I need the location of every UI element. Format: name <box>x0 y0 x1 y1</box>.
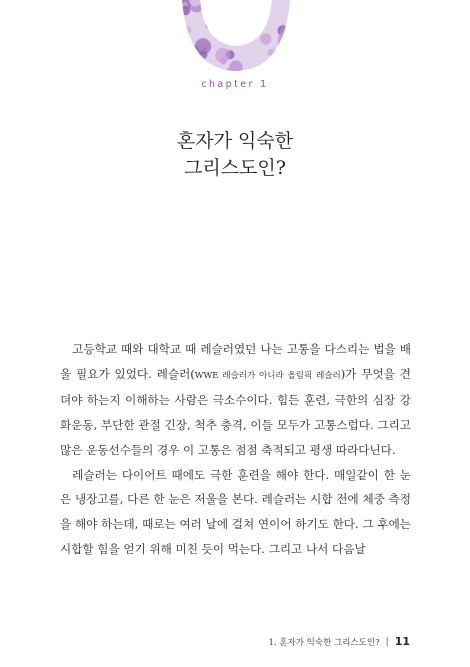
ornament-bubble <box>280 51 285 56</box>
ornament-bubble <box>220 0 238 14</box>
ornament-bubble <box>285 61 301 72</box>
ornament-bubble <box>288 26 304 42</box>
ornament-bubble <box>231 0 239 8</box>
ornament-bubble <box>282 40 287 45</box>
ornament-bubble <box>286 55 296 65</box>
ornament-bubble <box>244 28 253 37</box>
paragraph-1 <box>60 337 411 463</box>
ornament-bubble <box>254 18 260 24</box>
ornament-bubble <box>249 15 258 24</box>
ornament-bubble <box>260 33 271 44</box>
paragraph-1-part-a: 고등학교 때와 대학교 때 레슬러였던 나는 고통을 다스리는 법을 배울 필요가 있었다. 레슬러( <box>60 342 411 381</box>
ornament-bubble <box>229 0 245 14</box>
ornament-bubble <box>205 22 212 29</box>
ornament-bubble <box>233 0 242 7</box>
ornament-bubble <box>238 0 247 6</box>
ornament-bubble <box>215 23 220 28</box>
paragraph-2: 레슬러는 다이어트 때에도 극한 훈련을 해야 한다. 매일같이 한 눈은 냉장고를, 다른 한 눈은 저울을 본다. 레슬러는 시합 전에 체중 측정을 해야 하는데, 때로는 여러 날에 걸쳐 연이어 하기도 한다. 그 후에는 시합할 힘을 얻기 위해 미친 듯이 먹는다. 그리고 나서 다음날 <box>60 467 411 556</box>
chapter-title-line-1: 혼자가 익숙한 <box>176 130 294 152</box>
ornament-bubble <box>214 13 222 21</box>
ornament-bubble <box>280 25 296 41</box>
chapter-title-line-2: 그리스도인? <box>184 157 286 179</box>
ornament-bubble <box>170 21 182 33</box>
footer-separator: | <box>385 636 389 647</box>
ornament-bubble <box>184 26 191 33</box>
ornament-bubble <box>182 50 199 67</box>
ornament-bubble <box>232 39 238 45</box>
ornament-bubble <box>262 6 270 14</box>
ornament-bubble <box>237 28 243 34</box>
ornament-bubble <box>195 38 211 54</box>
ornament-bubble <box>185 48 197 60</box>
ornament-bubble <box>215 21 221 27</box>
chapter-label: chapter 1 <box>201 79 269 90</box>
chapter-title <box>0 128 470 182</box>
body-text <box>60 337 411 561</box>
ornament-bubble <box>200 58 206 64</box>
ornament-bubble <box>293 46 299 52</box>
page-footer <box>269 635 410 648</box>
ornament-bubble <box>220 58 226 64</box>
paragraph-1-small-note: WWE 레슬러가 아니라 올림픽 레슬러 <box>194 370 341 381</box>
paragraph-1-part-b: )가 무엇을 견뎌야 하는지 이해하는 사람은 극소수이다. 힘든 훈련, 극한의 심장 강화운동, 부단한 관절 긴장, 척추 충격, 이들 모두가 고통스럽다. 그리고 많은 운동선수들의 경우 이 고통은 점점 축적되고 평생 따라다닌다. <box>60 366 411 457</box>
running-title: 1. 혼자가 익숙한 그리스도인? <box>268 637 380 648</box>
ornament-bubble <box>177 50 187 60</box>
page-number: 11 <box>394 635 410 648</box>
ornament-bubble <box>240 39 246 45</box>
chapter-ornament-ring <box>0 0 470 72</box>
ornament-bubble <box>286 19 296 29</box>
ornament-bubble <box>268 49 276 57</box>
ornament-bubble <box>181 6 190 15</box>
ornament-bubble <box>170 32 186 48</box>
